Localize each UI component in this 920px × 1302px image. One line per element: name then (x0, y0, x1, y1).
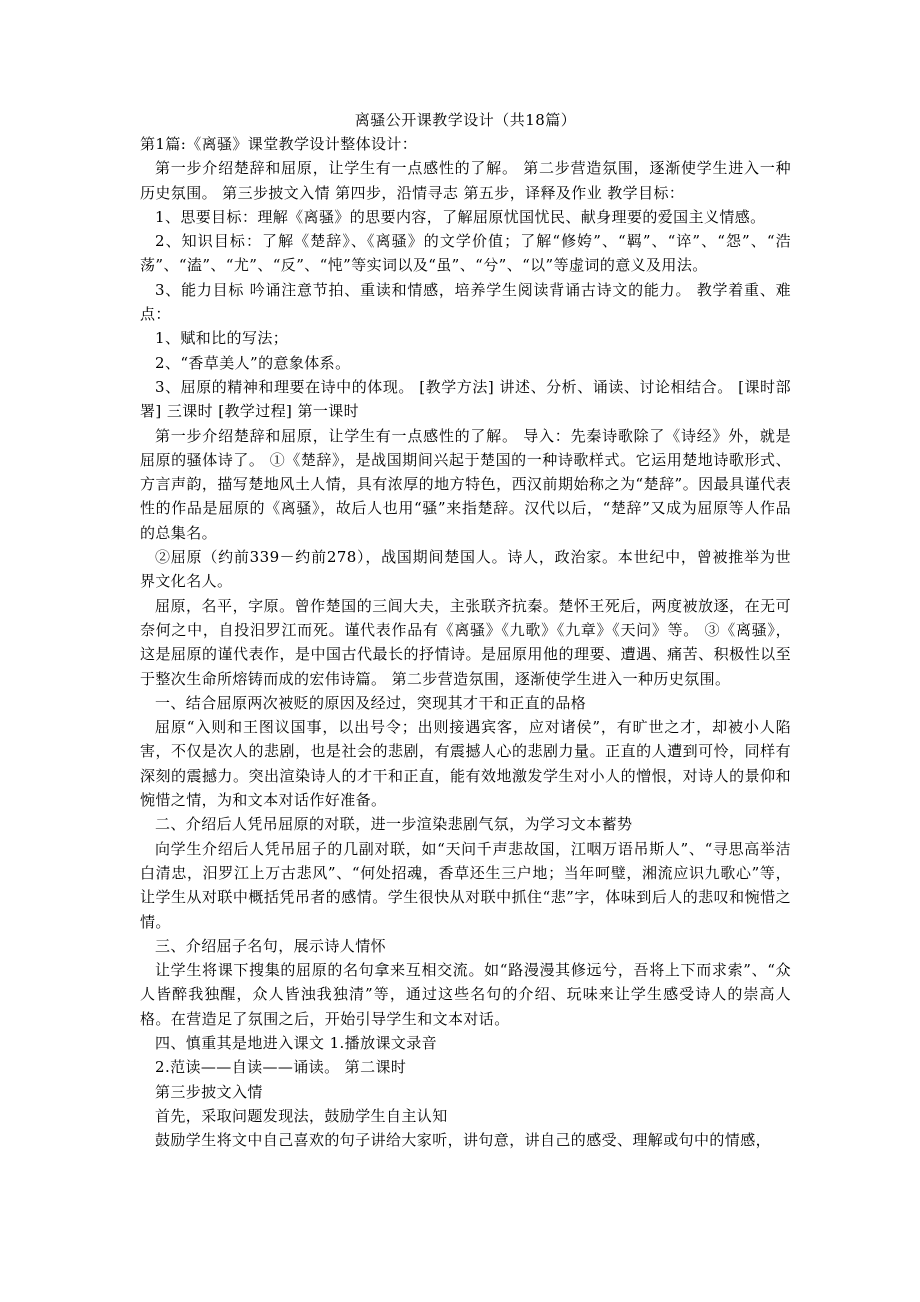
paragraph: 一、结合屈原两次被贬的原因及经过，突现其才干和正直的品格 (155, 693, 587, 712)
paragraph: 1、赋和比的写法； (155, 329, 289, 348)
paragraph: 2、知识目标：了解《楚辞》、《离骚》的文学价值；了解“修姱”、“羁”、“谇”、“怨”、“浩荡”、“溘”、“尤”、“反”、“忳”等实词以及“虽”、“兮”、“以”等虚词的意义及用法。 (140, 232, 791, 275)
paragraph: 3、能力目标 吟诵注意节拍、重读和情感，培养学生阅读背诵古诗文的能力。 教学着重、难点： (140, 280, 791, 324)
paragraph: 第1篇:《离骚》课堂教学设计整体设计： (140, 135, 418, 153)
paragraph: 2、“香草美人”的意象体系。 (155, 353, 351, 372)
paragraph: 三、介绍屈子名句，展示诗人情怀 (155, 936, 387, 955)
paragraph: 向学生介绍后人凭吊屈子的几副对联，如“天问千声悲故国，江咽万语吊斯人”、“寻思高举洁白清忠，汨罗江上万古悲风”、“何处招魂，香草还生三户地；当年呵璧，湘流应识九歌心”等，让学生从对联中概括凭吊者的感情。学生很快从对联中抓住“悲”字，体味到后人的悲叹和惋惜之情。 (140, 839, 791, 931)
paragraph: 屈原“入则和王图议国事，以出号令；出则接遇宾客，应对诸侯”，有旷世之才，却被小人陷害，不仅是次人的悲剧，也是社会的悲剧，有震撼人心的悲剧力量。正直的人遭到可怜，同样有深刻的震撼力。突出渲染诗人的才干和正直，能有效地激发学生对小人的憎恨，对诗人的景仰和惋惜之情，为和文本对话作好准备。 (140, 718, 791, 810)
paragraph: 让学生将课下搜集的屈原的名句拿来互相交流。如“路漫漫其修远兮，吾将上下而求索”、“众人皆醉我独醒，众人皆浊我独清”等，通过这些名句的介绍、玩味来让学生感受诗人的崇高人格。在营造足了氛围之后，开始引导学生和文本对话。 (140, 961, 791, 1028)
document-title: 离骚公开课教学设计（共18篇） (354, 111, 577, 129)
paragraph: 2.范读——自读——诵读。 第二课时 (155, 1058, 407, 1077)
paragraph: 3、屈原的精神和理要在诗中的体现。 [教学方法] 讲述、分析、诵读、讨论相结合。 [课时部署] 三课时 [教学过程] 第一课时 (140, 377, 791, 421)
paragraph: 屈原，名平，字原。曾作楚国的三闾大夫，主张联齐抗秦。楚怀王死后，两度被放逐，在无可奈何之中，自投汨罗江而死。谨代表作品有《离骚》《九歌》《九章》《天问》等。 ③《离骚》，这是屈原的谨代表作，是中国古代最长的抒情诗。是屈原用他的理要、遭遇、痛苦、积极性以至于整次生命所熔铸而成的宏伟诗篇。 第二步营造氛围，逐渐使学生进入一种历史氛围。 (140, 596, 791, 688)
paragraph: 第一步介绍楚辞和屈原，让学生有一点感性的了解。 导入：先秦诗歌除了《诗经》外，就是屈原的骚体诗了。 ①《楚辞》，是战国期间兴起于楚国的一种诗歌样式。它运用楚地诗歌形式、方言声韵，描写楚地风土人情，具有浓厚的地方特色，西汉前期始称之为“楚辞”。因最具谨代表性的作品是屈原的《离骚》，故后人也用“骚”来指楚辞。汉代以后，“楚辞”又成为屈原等人作品的总集名。 (140, 426, 791, 542)
paragraph: 四、慎重其是地进入课文 1.播放课文录音 (155, 1033, 438, 1052)
paragraph: 第一步介绍楚辞和屈原，让学生有一点感性的了解。 第二步营造氛围，逐渐使学生进入一种历史氛围。 第三步披文入情 第四步，沿情寻志 第五步，译释及作业 教学目标： (140, 159, 791, 202)
document-body (140, 132, 791, 1152)
paragraph: 二、介绍后人凭吊屈原的对联，进一步渲染悲剧气氛，为学习文本蓄势 (155, 815, 633, 834)
paragraph: ②屈原（约前339－约前278），战国期间楚国人。诗人，政治家。本世纪中，曾被推举为世界文化名人。 (140, 548, 791, 591)
paragraph: 首先，采取问题发现法，鼓励学生自主认知 (155, 1106, 448, 1125)
paragraph: 鼓励学生将文中自己喜欢的句子讲给大家听，讲句意，讲自己的感受、理解或句中的情感， (155, 1131, 772, 1150)
paragraph: 1、思要目标：理解《离骚》的思要内容，了解屈原忧国忧民、献身理要的爱国主义情感。 (155, 207, 766, 226)
document-page (140, 108, 791, 1152)
paragraph: 第三步披文入情 (155, 1082, 263, 1101)
